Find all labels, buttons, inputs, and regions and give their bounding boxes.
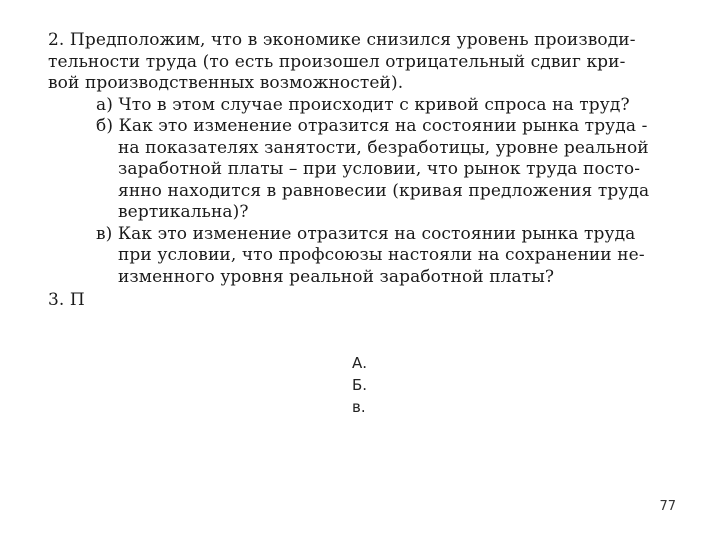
problem-line: изменного уровня реальной заработной платы? [118, 266, 555, 287]
question-b: б) Как это изменение отразится на состоянии рынка труда - [96, 116, 648, 136]
problem-line: на показателях занятости, безработицы, уровне реальной [118, 137, 649, 158]
problem-line: янно находится в равновесии (кривая предложения труда [118, 180, 650, 201]
problem-line: вой производственных возможностей). [48, 73, 404, 93]
answer-v: в. [352, 398, 366, 416]
problem-line: заработной платы – при условии, что рынок труда посто- [118, 159, 641, 179]
problem-line: вертикальна)? [118, 202, 249, 222]
answer-list [352, 352, 367, 418]
answer-a: А. [352, 354, 368, 372]
problem-line: тельности труда (то есть произошел отрицательный сдвиг кри- [48, 51, 626, 72]
problem-line: при условии, что профсоюзы настояли на сохранении не- [118, 245, 645, 265]
page-number: 77 [659, 499, 676, 514]
answer-b: Б. [352, 376, 368, 394]
question-v: в) Как это изменение отразится на состоянии рынка труда [96, 223, 636, 244]
question-a: а) Что в этом случае происходит с кривой спроса на труд? [96, 94, 630, 115]
problem-line: 2. Предположим, что в экономике снизился уровень производи- [48, 30, 636, 50]
problem-text-scan [48, 30, 676, 310]
cut-off-next-problem: 3. П [48, 290, 85, 310]
